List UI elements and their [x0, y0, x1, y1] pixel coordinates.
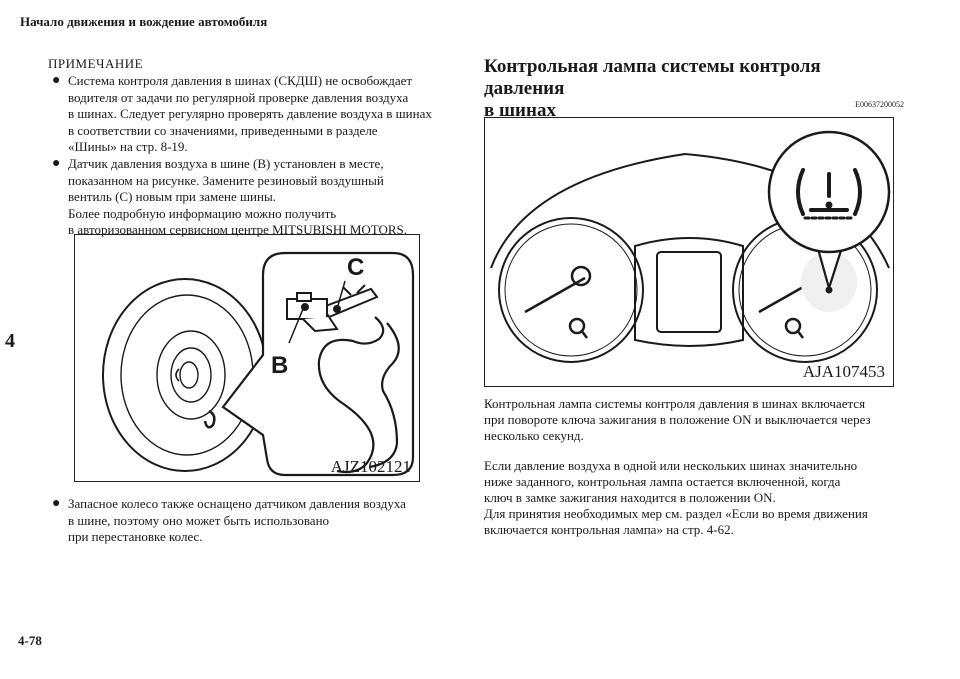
section-header: [484, 56, 904, 122]
paragraph-low-pressure: Если давление воздуха в одной или нескольких шинах значительно ниже заданного, контрольная лампа остается включенной, когда ключ в замке зажигания находится в положении ON. Для принятия необходимых мер см. раздел «Если во время движения включается контрольная лампа» на стр. 4-62.: [484, 458, 868, 537]
note-title: ПРИМЕЧАНИЕ: [48, 56, 144, 71]
note-bullet: [48, 156, 458, 239]
figure-label: AJA107453: [802, 362, 885, 381]
figure-instrument-cluster: [484, 117, 894, 387]
note-block-continued: [48, 496, 458, 546]
callout-c: C: [347, 254, 365, 281]
bullet-icon: ●: [52, 73, 61, 88]
tire-sensor-illustration: [75, 235, 420, 482]
bullet-icon: ●: [52, 155, 61, 171]
note-bullet-text: Система контроля давления в шинах (СКДШ) не освобождает водителя от задачи по регулярной проверке давления воздуха в шинах. Следует регулярно проверять давление воздуха в шинах в соответствии со значениями, приведенными в разделе «Шины» на стр. 8-19.: [68, 73, 432, 155]
page-number: 4-78: [18, 633, 42, 648]
cluster-illustration: [485, 118, 894, 387]
chapter-tab: 4: [5, 329, 15, 352]
reference-code: E00637200052: [855, 100, 904, 109]
running-header: Начало движения и вождение автомобиля: [20, 14, 268, 29]
figure-tire-sensor: [74, 234, 420, 482]
paragraph-lamp-on: Контрольная лампа системы контроля давления в шинах включается при повороте ключа зажигания в положение ON и выключается через несколько секунд.: [484, 396, 871, 443]
bullet-icon: ●: [52, 496, 61, 511]
note-bullet-text: Запасное колесо также оснащено датчиком давления воздуха в шине, поэтому оно может быть использовано при перестановке колес.: [68, 496, 406, 545]
note-bullet-text: Датчик давления воздуха в шине (B) установлен в месте, показанном на рисунке. Замените резиновый воздушный вентиль (C) новым при замене шины. Более подробную информацию можно получить в авторизованном сервисном центре MITSUBISHI MOTORS.: [68, 155, 408, 238]
figure-label: AJZ102121: [330, 457, 411, 476]
callout-b: B: [271, 352, 289, 379]
note-bullet: [48, 496, 458, 546]
section-title: Контрольная лампа системы контроля давления в шинах: [484, 56, 821, 121]
note-block: [48, 56, 458, 239]
note-bullet: [48, 73, 458, 156]
